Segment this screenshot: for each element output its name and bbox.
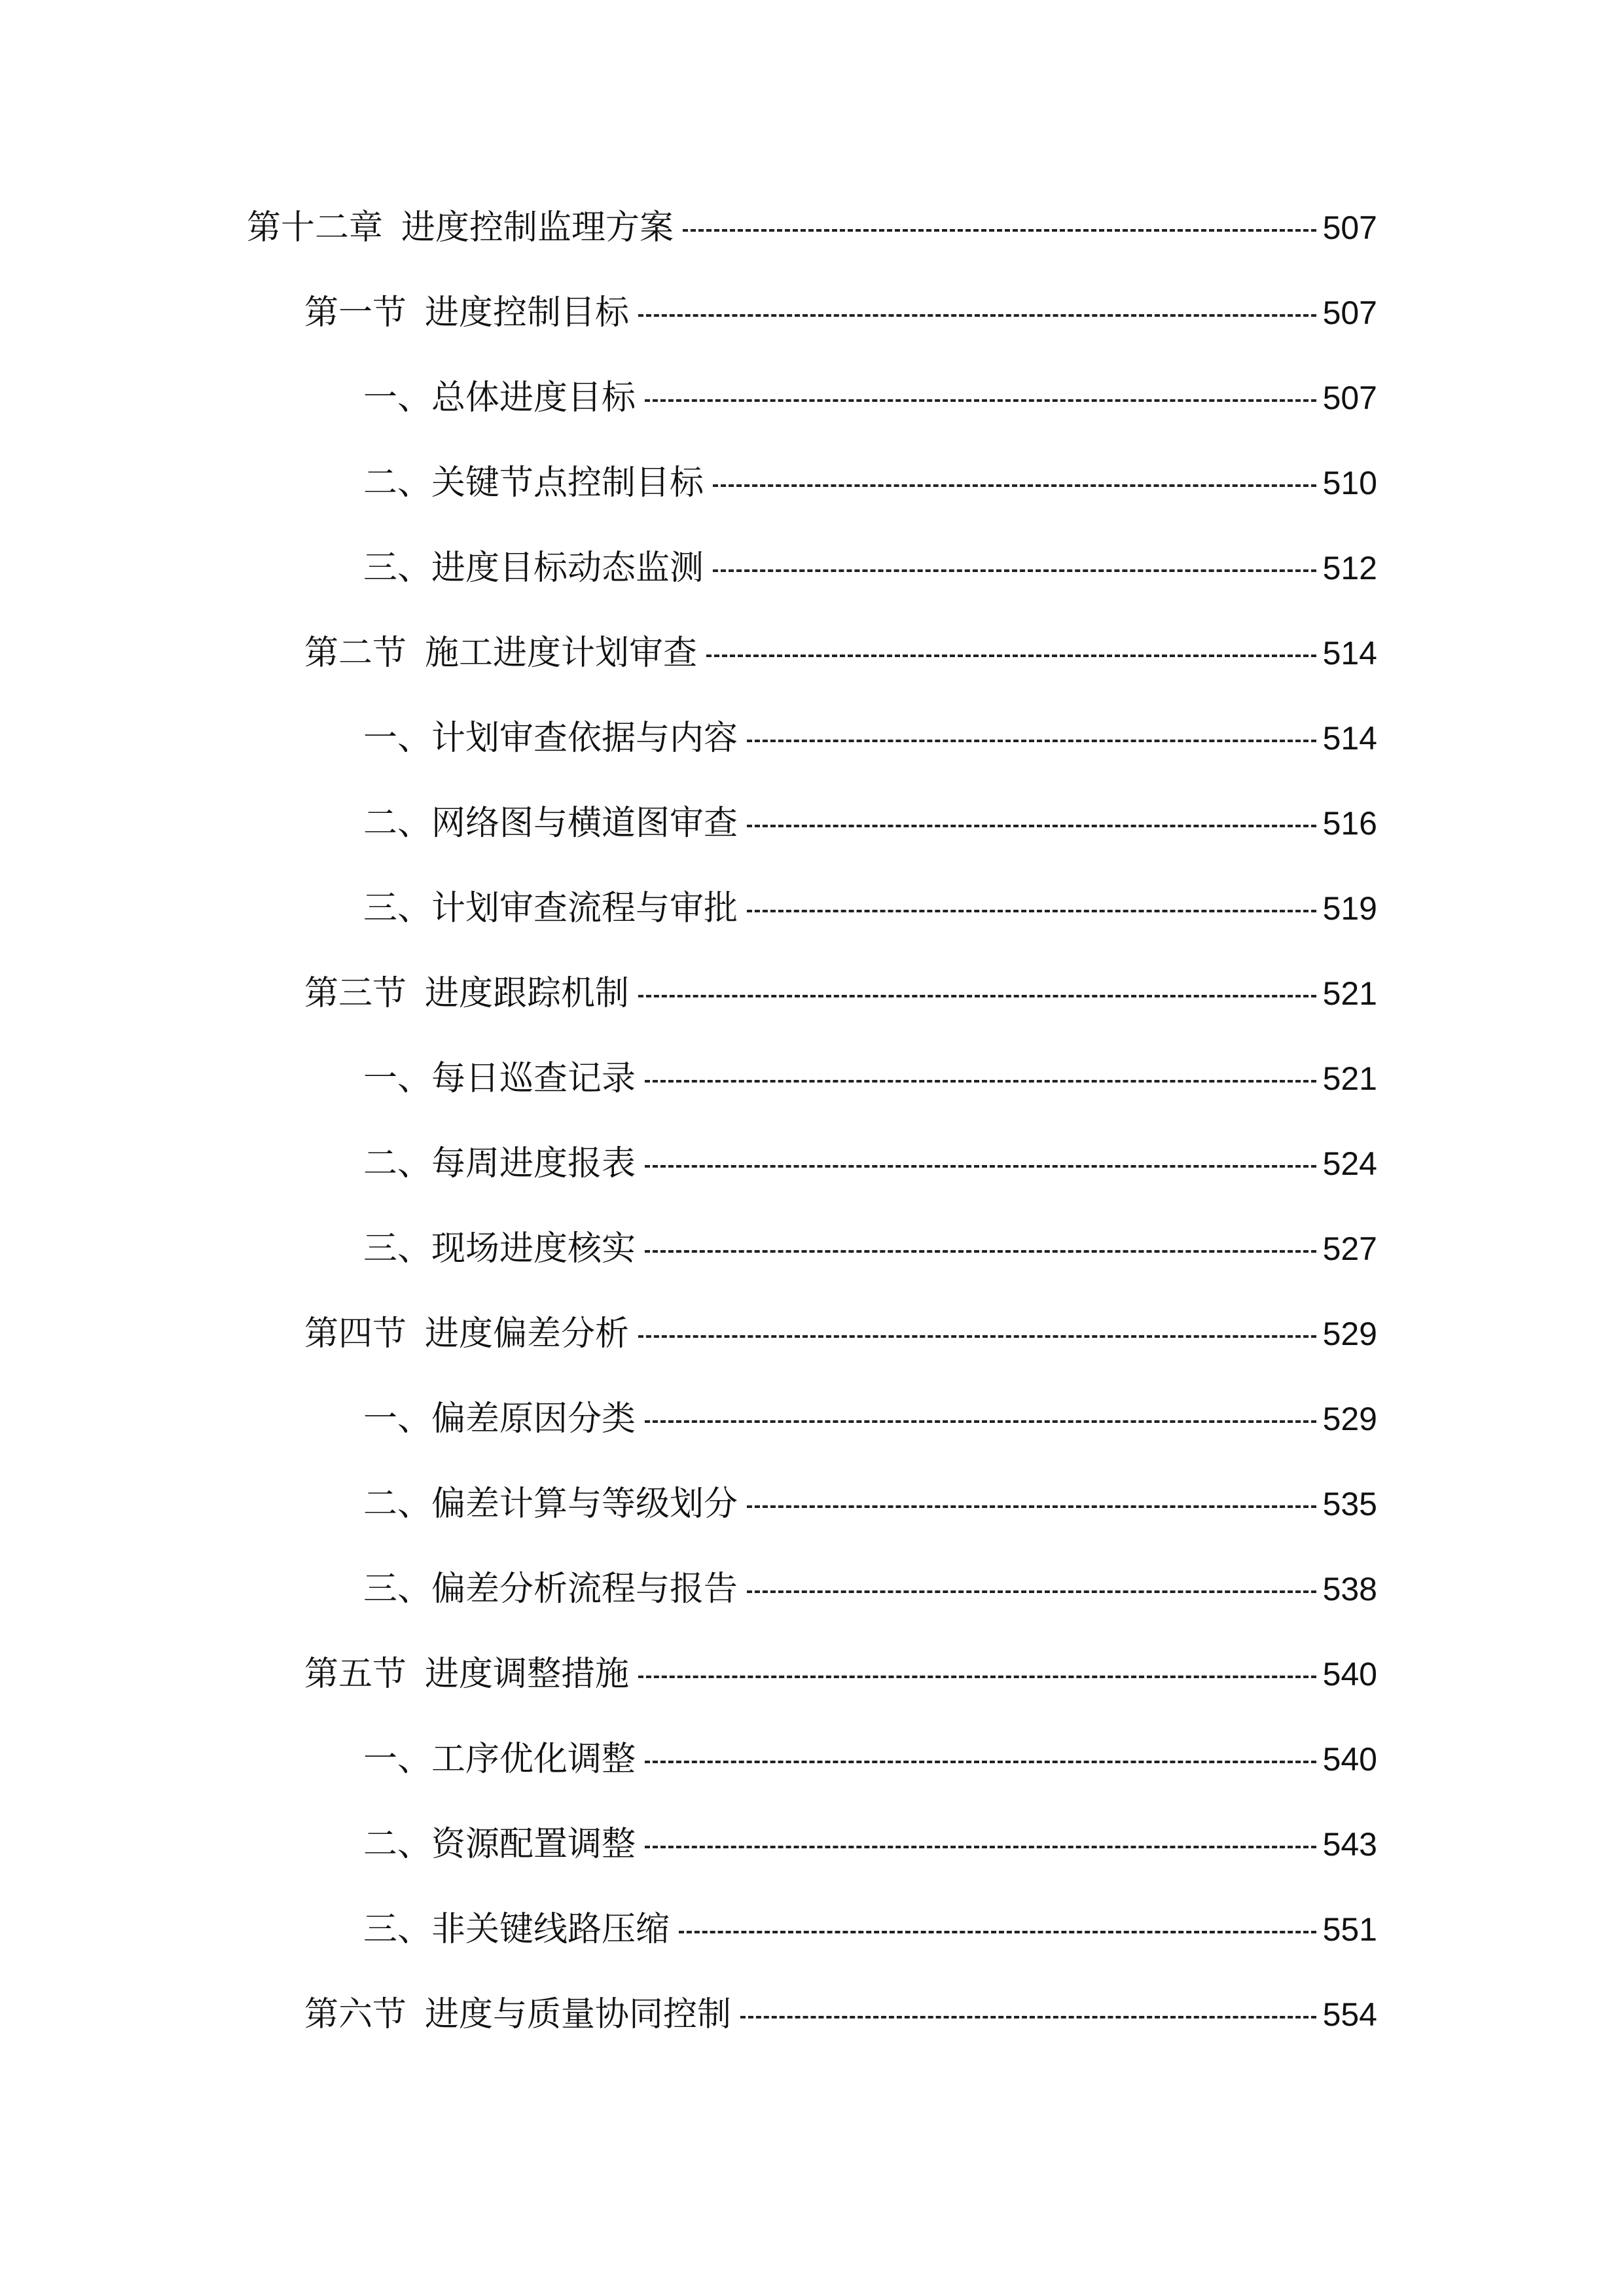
toc-entry-prefix: 第六节 (304, 1995, 407, 2034)
toc-page-number: 512 (1322, 550, 1377, 586)
toc-leader-dashes (645, 1250, 1316, 1253)
toc-entry-prefix: 第一节 (304, 293, 407, 332)
toc-entry-prefix: 第十二章 (247, 208, 384, 247)
toc-entry-title: 一、偏差原因分类 (363, 1399, 636, 1439)
toc-section-entry[interactable] (304, 1645, 1377, 1704)
toc-page-number: 554 (1322, 1996, 1377, 2033)
toc-entry-title: 进度偏差分析 (425, 1314, 630, 1354)
toc-entry-title: 进度控制监理方案 (401, 208, 674, 247)
toc-entry-prefix: 第四节 (304, 1314, 407, 1354)
toc-entry-title: 二、偏差计算与等级划分 (363, 1484, 738, 1524)
toc-entry-title: 三、计划审查流程与审批 (363, 889, 738, 928)
toc-entry-title: 进度跟踪机制 (425, 974, 630, 1013)
toc-leader-dashes (747, 740, 1316, 742)
toc-entry-title: 进度控制目标 (425, 293, 630, 332)
toc-entry-label (363, 1049, 636, 1108)
toc-page-number: 527 (1322, 1230, 1377, 1267)
toc-entry-label (363, 879, 738, 938)
toc-leader-dashes (713, 569, 1316, 572)
toc-chapter-entry[interactable] (247, 198, 1377, 257)
toc-leader-dashes (740, 2016, 1316, 2018)
toc-section-entry[interactable] (304, 624, 1377, 683)
toc-page-number: 507 (1322, 209, 1377, 246)
toc-entry-label (363, 1134, 636, 1193)
toc-leader-dashes (679, 1931, 1316, 1933)
toc-entry-title: 进度与质量协同控制 (425, 1995, 732, 2034)
toc-entry-title: 进度调整措施 (425, 1655, 630, 1694)
toc-entry-title: 施工进度计划审查 (425, 634, 698, 673)
toc-leader-dashes (638, 314, 1316, 317)
toc-leader-dashes (645, 1420, 1316, 1423)
toc-entry-title: 一、总体进度目标 (363, 378, 636, 418)
toc-page-number: 507 (1322, 295, 1377, 331)
toc-page-number: 540 (1322, 1656, 1377, 1693)
toc-entry-label (363, 1560, 738, 1619)
toc-subsection-entry[interactable] (363, 1815, 1377, 1874)
toc-entry-title: 三、现场进度核实 (363, 1229, 636, 1268)
toc-page-number: 535 (1322, 1486, 1377, 1522)
toc-page-number: 510 (1322, 465, 1377, 501)
toc-leader-dashes (638, 1335, 1316, 1338)
toc-subsection-entry[interactable] (363, 539, 1377, 598)
toc-leader-dashes (645, 1761, 1316, 1763)
toc-entry-title: 一、计划审查依据与内容 (363, 719, 738, 758)
toc-page-number: 514 (1322, 635, 1377, 672)
toc-section-entry[interactable] (304, 1304, 1377, 1363)
toc-entry-title: 一、工序优化调整 (363, 1740, 636, 1779)
toc-entry-label (304, 1985, 731, 2044)
toc-subsection-entry[interactable] (363, 1730, 1377, 1789)
toc-page-number: 514 (1322, 720, 1377, 757)
toc-page-number: 516 (1322, 805, 1377, 842)
toc-page-number: 521 (1322, 1060, 1377, 1097)
toc-entry-label (304, 1304, 629, 1363)
toc-entry-label (363, 1900, 670, 1959)
toc-entry-label (304, 283, 629, 342)
toc-page-number: 521 (1322, 975, 1377, 1012)
toc-leader-dashes (747, 1505, 1316, 1508)
toc-page-number: 551 (1322, 1911, 1377, 1948)
toc-leader-dashes (747, 910, 1316, 912)
toc-subsection-entry[interactable] (363, 454, 1377, 512)
toc-page-number: 529 (1322, 1401, 1377, 1437)
toc-leader-dashes (638, 995, 1316, 997)
toc-entry-label (363, 1475, 738, 1534)
toc-entry-title: 三、偏差分析流程与报告 (363, 1570, 738, 1609)
toc-entry-label (363, 454, 704, 512)
toc-entry-title: 三、非关键线路压缩 (363, 1910, 670, 1949)
toc-leader-dashes (645, 1165, 1316, 1168)
toc-entry-prefix: 第二节 (304, 634, 407, 673)
toc-page-number: 538 (1322, 1571, 1377, 1607)
toc-subsection-entry[interactable] (363, 1219, 1377, 1278)
toc-page-number: 524 (1322, 1145, 1377, 1182)
toc-entry-label (304, 624, 697, 683)
toc-page-number: 507 (1322, 380, 1377, 416)
toc-subsection-entry[interactable] (363, 1134, 1377, 1193)
toc-entry-label (247, 198, 674, 257)
toc-entry-title: 二、资源配置调整 (363, 1825, 636, 1864)
toc-entry-label (363, 709, 738, 768)
toc-section-entry[interactable] (304, 1985, 1377, 2044)
toc-leader-dashes (713, 484, 1316, 487)
toc-entry-label (363, 1730, 636, 1789)
toc-subsection-entry[interactable] (363, 1049, 1377, 1108)
toc-leader-dashes (645, 1846, 1316, 1848)
toc-entry-prefix: 第五节 (304, 1655, 407, 1694)
toc-entry-label (363, 794, 738, 853)
toc-entry-prefix: 第三节 (304, 974, 407, 1013)
toc-leader-dashes (645, 1080, 1316, 1083)
toc-leader-dashes (747, 1590, 1316, 1593)
toc-leader-dashes (747, 825, 1316, 827)
toc-entry-label (363, 1390, 636, 1448)
toc-leader-dashes (683, 229, 1316, 232)
toc-entry-title: 二、每周进度报表 (363, 1144, 636, 1183)
toc-section-entry[interactable] (304, 283, 1377, 342)
toc-entry-label (304, 1645, 629, 1704)
toc-entry-title: 一、每日巡查记录 (363, 1059, 636, 1098)
toc-page-number: 529 (1322, 1316, 1377, 1352)
toc-leader-dashes (706, 655, 1316, 657)
toc-page-number: 519 (1322, 890, 1377, 927)
toc-page-number: 543 (1322, 1826, 1377, 1863)
toc-leader-dashes (638, 1676, 1316, 1678)
toc-entry-title: 二、关键节点控制目标 (363, 463, 704, 503)
toc-entry-label (363, 368, 636, 427)
toc-entry-title: 二、网络图与横道图审查 (363, 804, 738, 843)
toc-subsection-entry[interactable] (363, 879, 1377, 938)
toc-subsection-entry[interactable] (363, 368, 1377, 427)
toc-page-number: 540 (1322, 1741, 1377, 1778)
toc-subsection-entry[interactable] (363, 709, 1377, 768)
toc-subsection-entry[interactable] (363, 1900, 1377, 1959)
toc-entry-label (363, 1815, 636, 1874)
toc-section-entry[interactable] (304, 964, 1377, 1023)
toc-subsection-entry[interactable] (363, 1475, 1377, 1534)
toc-entry-label (363, 1219, 636, 1278)
toc-entry-title: 三、进度目标动态监测 (363, 548, 704, 588)
toc-subsection-entry[interactable] (363, 1560, 1377, 1619)
toc-subsection-entry[interactable] (363, 794, 1377, 853)
toc-leader-dashes (645, 399, 1316, 402)
toc-entry-label (304, 964, 629, 1023)
toc-subsection-entry[interactable] (363, 1390, 1377, 1448)
toc-entry-label (363, 539, 704, 598)
